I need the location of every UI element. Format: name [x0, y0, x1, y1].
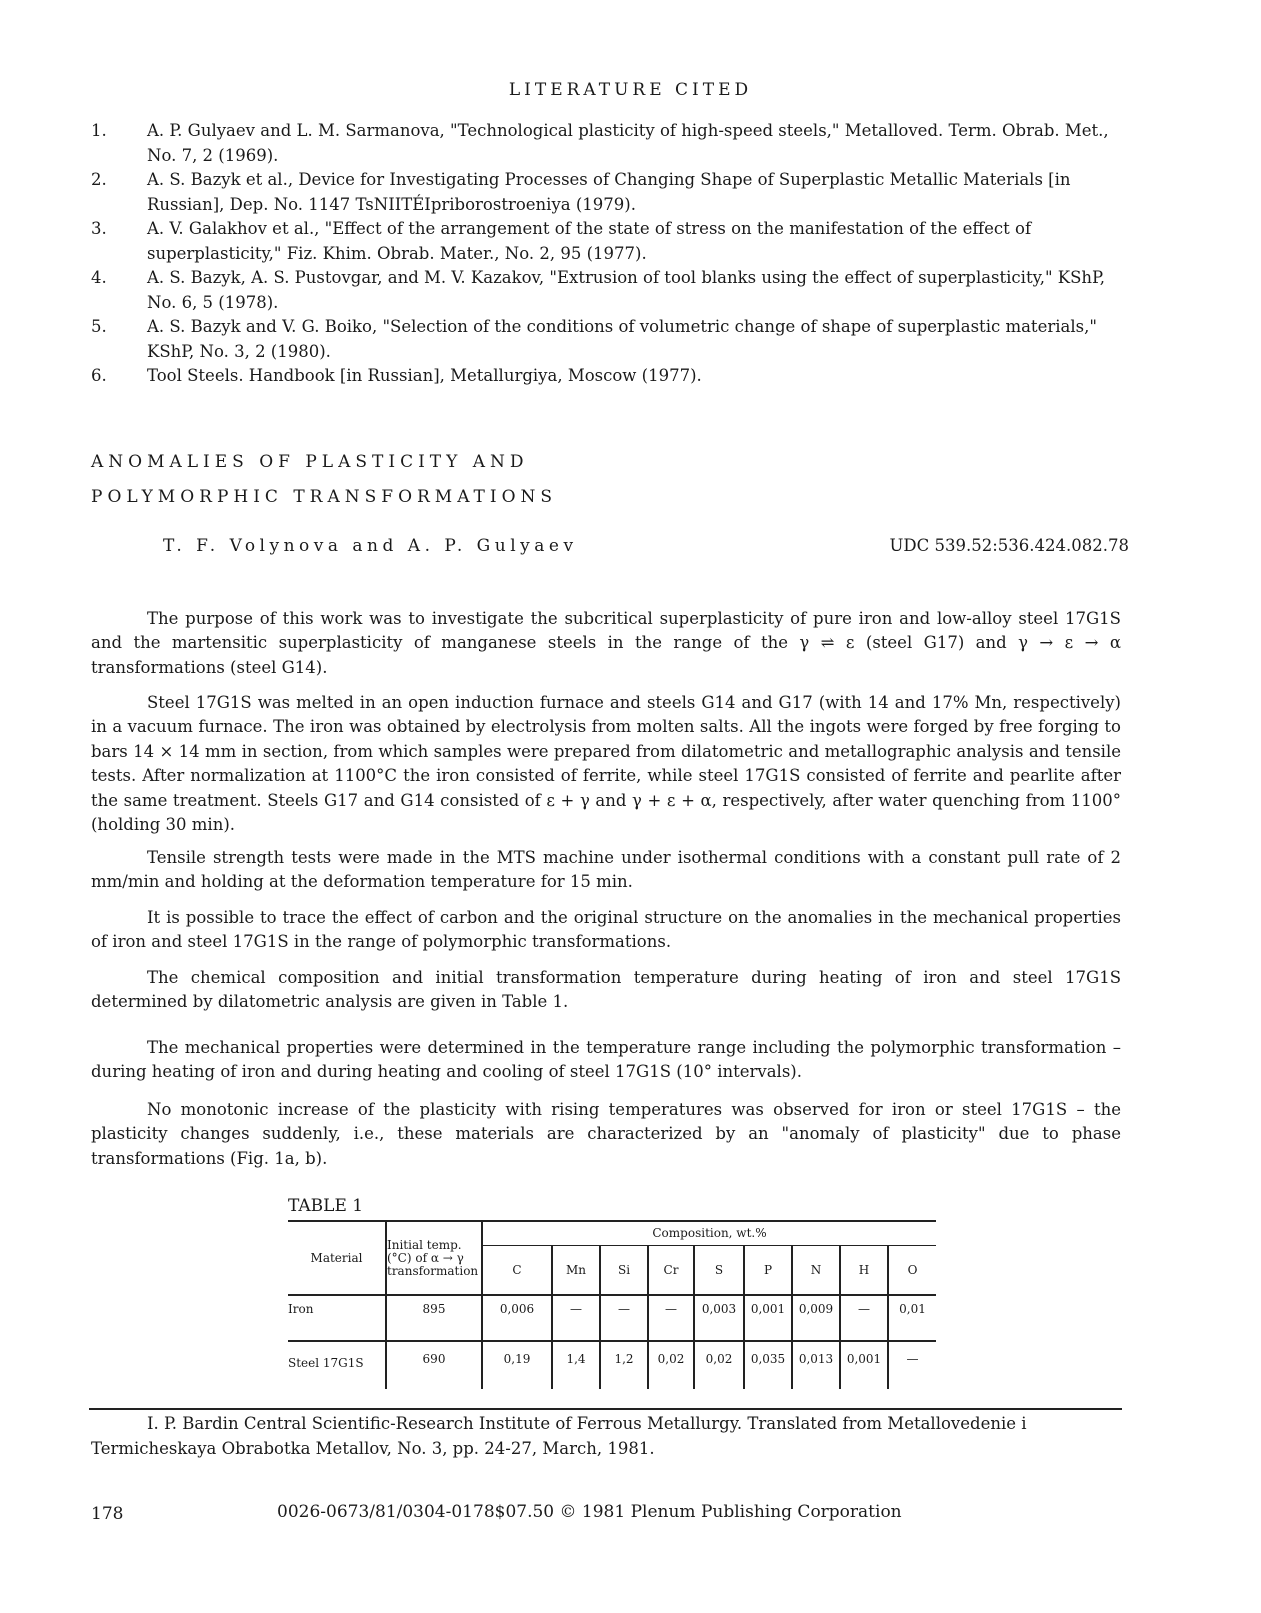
table-cell: 0,035	[744, 1341, 792, 1389]
element-header: H	[840, 1245, 888, 1295]
footnote: I. P. Bardin Central Scientific-Research Institute of Ferrous Metallurgy. Translated from Metallovedenie i Termicheskaya Obrabotka Metallov, No. 3, pp. 24-27, March, 1981.	[91, 1414, 1027, 1458]
table-cell: 0,02	[648, 1341, 694, 1389]
body-paragraph-3: Tensile strength tests were made in the MTS machine under isothermal conditions with a constant pull rate of 2 mm/min and holding at the deformation temperature for 15 min.	[91, 848, 1121, 892]
reference-item	[91, 266, 1131, 315]
element-header: Cr	[648, 1245, 694, 1295]
table-cell-temp: 690	[386, 1341, 482, 1389]
reference-item	[91, 168, 1131, 217]
reference-text: A. S. Bazyk and V. G. Boiko, "Selection of the conditions of volumetric change of shape of superplastic materials," KShP, No. 3, 2 (1980).	[147, 317, 1097, 361]
article-title-line-2: POLYMORPHIC TRANSFORMATIONS	[91, 487, 558, 507]
udc-code: UDC 539.52:536.424.082.78	[889, 536, 1129, 555]
element-header: P	[744, 1245, 792, 1295]
footnote-divider	[89, 1408, 1122, 1410]
table-cell-temp: 895	[386, 1295, 482, 1341]
table-cell: —	[906, 1352, 919, 1366]
table-cell: —	[840, 1295, 888, 1341]
table-cell: 0,013	[792, 1341, 840, 1389]
table-cell: 0,001	[840, 1341, 888, 1389]
article-authors: T. F. Volynova and A. P. Gulyaev	[163, 536, 578, 556]
reference-number: 2.	[91, 170, 107, 189]
body-paragraph-2: Steel 17G1S was melted in an open induction furnace and steels G14 and G17 (with 14 and 17% Mn, respectively) in a vacuum furnace. The iron was obtained by electrolysis from molten salts. All the ingots were forged by free forging to bars 14 × 14 mm in section, from which samples were prepared from dilatometric and metallographic analysis and tensile tests. After normalization at 1100°C the iron consisted of ferrite, while steel 17G1S consisted of ferrite and pearlite after the same treatment. Steels G17 and G14 consisted of ε + γ and γ + ε + α, respectively, after water quenching from 1100° (holding 30 min).	[91, 693, 1121, 835]
reference-number: 1.	[91, 121, 107, 140]
element-header: N	[792, 1245, 840, 1295]
page-number: 178	[91, 1504, 124, 1524]
reference-number: 6.	[91, 366, 107, 385]
reference-text: A. P. Gulyaev and L. M. Sarmanova, "Technological plasticity of high-speed steels," Metalloved. Term. Obrab. Met., No. 7, 2 (1969).	[147, 121, 1109, 165]
table-cell: 0,19	[482, 1341, 552, 1389]
reference-number: 3.	[91, 219, 107, 238]
literature-cited-heading: LITERATURE CITED	[508, 80, 753, 100]
element-header: S	[694, 1245, 744, 1295]
composition-header: Composition, wt.%	[482, 1221, 936, 1245]
table-cell: 0,01	[888, 1295, 936, 1341]
reference-item	[91, 364, 1131, 389]
table-cell: 0,001	[744, 1295, 792, 1341]
element-header: C	[482, 1245, 552, 1295]
body-paragraph-1: The purpose of this work was to investigate the subcritical superplasticity of pure iron and low-alloy steel 17G1S and the martensitic superplasticity of manganese steels in the range of the γ ⇌ ε (steel G17) and γ → ε → α transformations (steel G14).	[91, 609, 1121, 677]
table-cell: —	[648, 1295, 694, 1341]
table-cell: 0,009	[792, 1295, 840, 1341]
table-cell: 0,006	[482, 1295, 552, 1341]
element-header: O	[888, 1245, 936, 1295]
table-cell: 0,02	[694, 1341, 744, 1389]
reference-number: 5.	[91, 317, 107, 336]
body-paragraph-6: The mechanical properties were determined in the temperature range including the polymorphic transformation – during heating of iron and during heating and cooling of steel 17G1S (10° intervals).	[91, 1038, 1121, 1082]
table-cell: 0,003	[694, 1295, 744, 1341]
reference-item	[91, 119, 1131, 168]
table-row	[288, 1295, 936, 1341]
table-caption: TABLE 1	[288, 1196, 364, 1216]
body-paragraph-5: The chemical composition and initial transformation temperature during heating of iron and steel 17G1S determined by dilatometric analysis are given in Table 1.	[91, 968, 1121, 1012]
reference-list	[91, 119, 1131, 389]
copyright-line: 0026-0673/81/0304-0178$07.50 © 1981 Plenum Publishing Corporation	[277, 1502, 902, 1522]
table-cell-material: Steel 17G1S	[288, 1341, 386, 1389]
body-paragraph-4: It is possible to trace the effect of carbon and the original structure on the anomalies in the mechanical properties of iron and steel 17G1S in the range of polymorphic transformations.	[91, 908, 1121, 952]
composition-table	[288, 1220, 936, 1389]
table-cell: —	[600, 1295, 648, 1341]
initial-temp-header: Initial temp. (°C) of α → γ transformation	[386, 1221, 482, 1295]
table-row	[288, 1341, 936, 1389]
table-cell: —	[552, 1295, 600, 1341]
table-cell-material: Iron	[288, 1295, 386, 1341]
table-cell: 1,2	[600, 1341, 648, 1389]
element-header: Si	[600, 1245, 648, 1295]
table-cell: 1,4	[552, 1341, 600, 1389]
reference-text: A. S. Bazyk, A. S. Pustovgar, and M. V. Kazakov, "Extrusion of tool blanks using the effect of superplasticity," KShP, No. 6, 5 (1978).	[147, 268, 1106, 312]
reference-text: A. S. Bazyk et al., Device for Investigating Processes of Changing Shape of Superplastic Metallic Materials [in Russian], Dep. No. 1147 TsNIITÉIpriborostroeniya (1979).	[147, 170, 1071, 214]
element-header: Mn	[552, 1245, 600, 1295]
reference-item	[91, 217, 1131, 266]
body-paragraph-7: No monotonic increase of the plasticity with rising temperatures was observed for iron or steel 17G1S – the plasticity changes suddenly, i.e., these materials are characterized by an "anomaly of plasticity" due to phase transformations (Fig. 1a, b).	[91, 1100, 1121, 1168]
reference-number: 4.	[91, 268, 107, 287]
reference-text: A. V. Galakhov et al., "Effect of the arrangement of the state of stress on the manifestation of the effect of superplasticity," Fiz. Khim. Obrab. Mater., No. 2, 95 (1977).	[147, 219, 1032, 263]
reference-text: Tool Steels. Handbook [in Russian], Metallurgiya, Moscow (1977).	[147, 366, 702, 385]
reference-item	[91, 315, 1131, 364]
material-header: Material	[288, 1221, 386, 1295]
article-title-line-1: ANOMALIES OF PLASTICITY AND	[91, 452, 529, 472]
